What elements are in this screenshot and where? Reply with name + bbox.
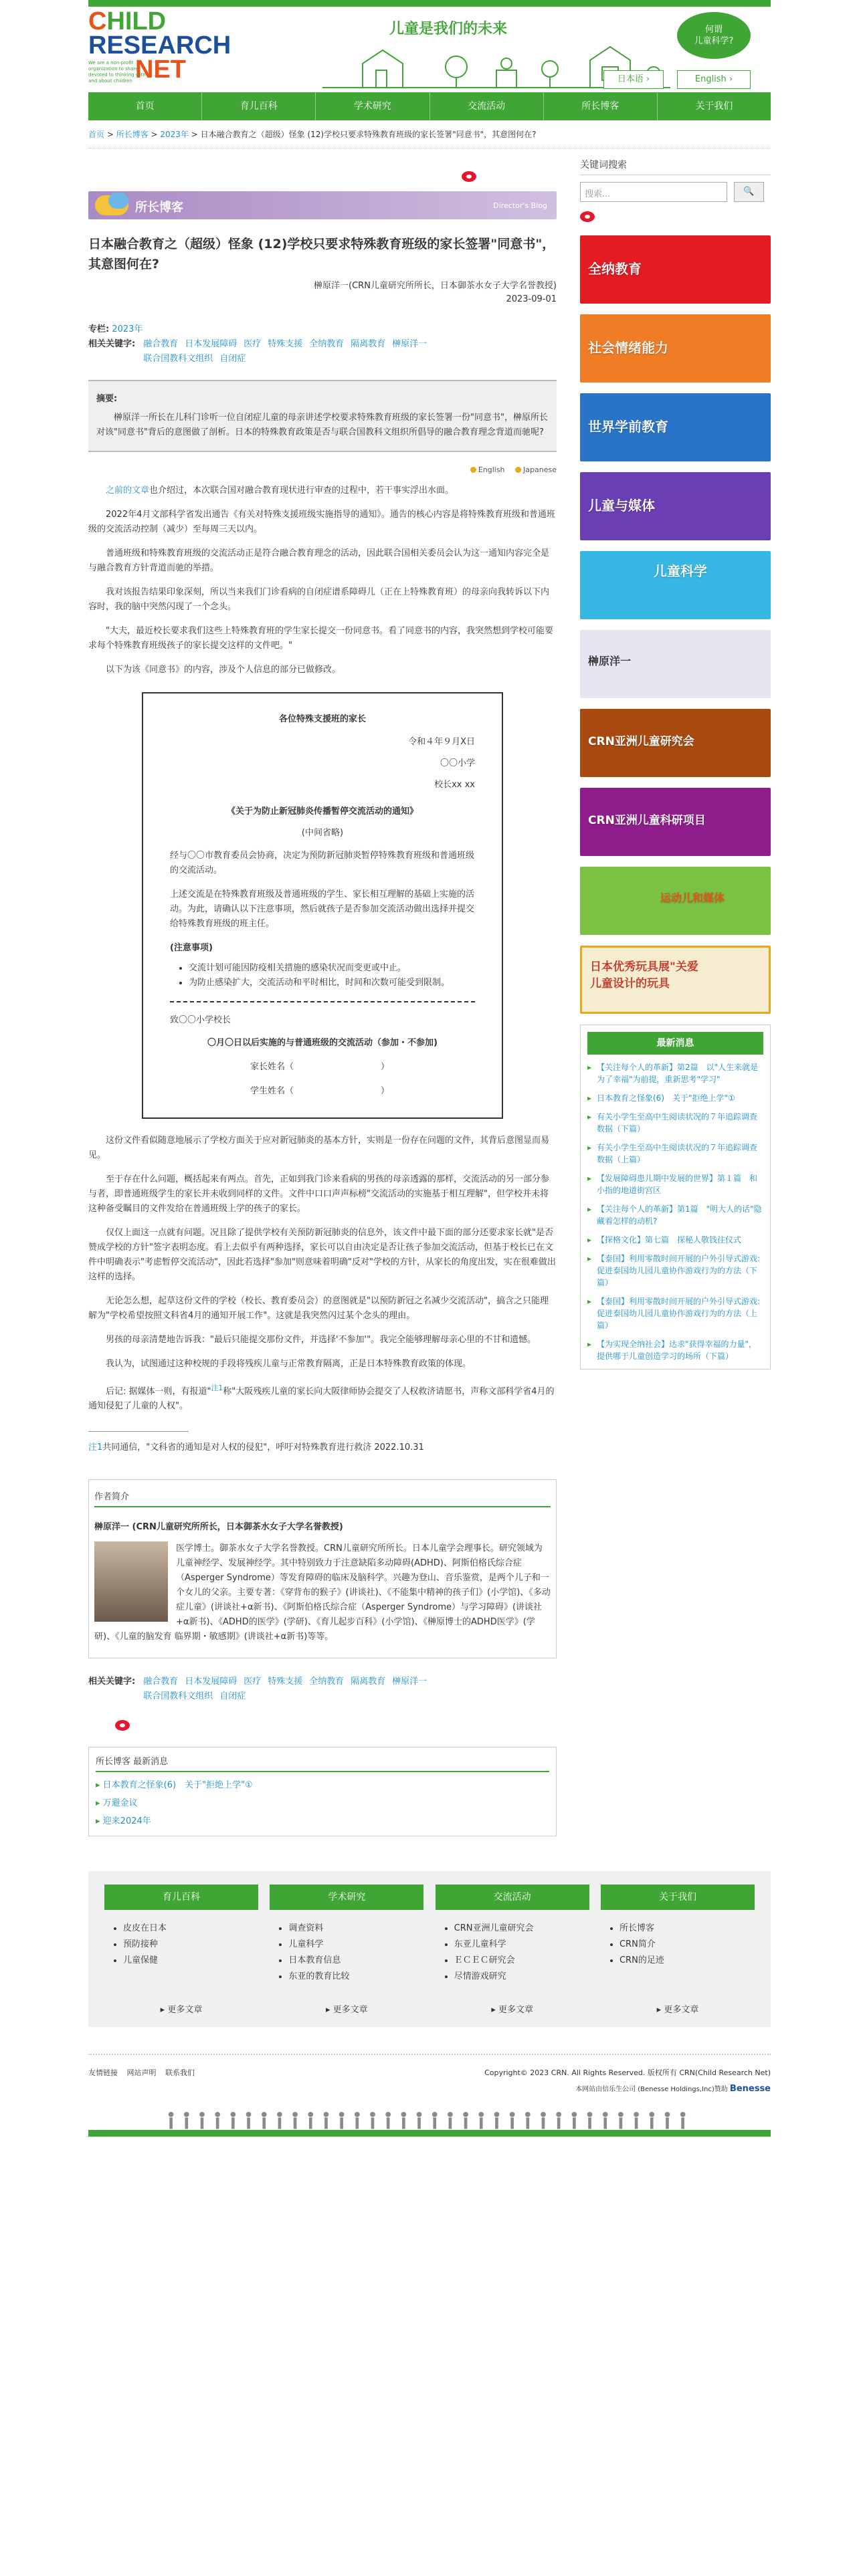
keyword-link[interactable]: 医疗: [244, 339, 262, 349]
keyword-link[interactable]: 联合国教科文组织: [143, 354, 213, 364]
latest-news-item[interactable]: ▸ 【关注每个人的革新】第2篇 以"人生来就是为了幸福"为前提，重新思考"学习": [587, 1061, 763, 1085]
banner-social-emotional[interactable]: 社会情绪能力: [580, 314, 771, 383]
english-dot-icon: [470, 467, 476, 473]
nav-parenting[interactable]: 育儿百科: [202, 92, 316, 120]
footer-col-research: 学术研究 • 调查资料 • 儿童科学 • 日本教育信息 • 东亚的教育比较 ▸ 更多文章: [270, 1885, 423, 2015]
banner-sakakihara[interactable]: 榊原洋一: [580, 630, 771, 698]
header: [88, 7, 771, 90]
weibo-share-icon[interactable]: [462, 171, 476, 182]
previous-article-link[interactable]: 之前的文章: [106, 486, 150, 496]
footnote-ref[interactable]: 注1: [211, 1384, 223, 1392]
weibo-share-icon[interactable]: [115, 1720, 130, 1731]
keyword-search-heading: 关键词搜索: [580, 158, 771, 175]
article-body: 之前的文章也介绍过，本次联合国对融合教育现状进行审查的过程中，若干事实浮出水面。 2022年4月文部科学省发出通告《有关对特殊支援班级实施指导的通知》。通告的核心内容是将特殊教育班级和普通班级的交流活动控制（减少）至每周三天以内。 普通班级和特殊教育班级的交流活动正是符合融合教育理念的活动，因此联合国相关委员会认为这一通知内容完全是与融合教育方针背道而驰的举措。 我对该报告结果印象深刻，所以当来我们门诊看病的自闭症谱系障碍儿（正在上特殊教育班）的母亲向我转诉以下内容时，我的脑中突然闪现了一个念头。 "大夫，最近校长要求我们这些上特殊教育班的学生家长提交一份同意书。看了同意书的内容，我突然想到学校可能要求每个特殊教育班级孩子的家长提交这样的文件吧。" 以下为该《同意书》的内容，涉及个人信息的部分已做修改。 各位特殊支援班的家长 令和４年９月X日 〇〇小学 校长xx xx 《关于为防止新冠肺炎传播暂停交流活动的通知》 (中间省略) 经与〇〇市教育委员会协商，决定为预防新冠肺炎暂停特殊教育班级和普通班级的交流活动。 上述交流是在特殊教育班级及普通班级的学生、家长相互理解的基础上实施的活动。为此，请确认以下注意事项，然后就孩子是否参加交流活动做出选择并提交给特殊教育班级的班主任。 (注意事项) • 交流计划可能因防疫相关措施的感染状况而变更或中止。 • 为防止感染扩大，交流活动和平时相比，时间和次数可能受到限制。 致〇〇小学校长 〇月〇日以后实施的与普通班级的交流活动（参加・不参加) 家长姓名（ ） 学生姓名（ ） 这份文件看似随意地展示了学校方面关于应对新冠肺炎的基本方针，实则是一份存在问题的文件，其背后意图显而易见。 至于存在什么问题，概括起来有两点。首先，正如到我门诊来看病的男孩的母亲透露的那样，交流活动的另一部分参与者，即普通班级学生的家长并未收到同样的文件。文件中口口声声标榜"交流活动的实施基于相互理解"，但学校并未将这种备受瞩目的文件发给在普通班级上学的孩子的家长。 仅仅上面这一点就有问题。况且除了提供学校有关预防新冠肺炎的信息外，该文件中最下面的部分还要求家长就"是否赞成学校的方针"签字表明态度。看上去似乎有两种选择，家长可以自由决定是否让孩子参加交流活动，但基于校长已在文件中明确表示"考虑暂停交流活动"，因此若选择"参加"则意味着明确"反对"学校的方针，从家长的角度出发，实在很难做出这样的选择。 无论怎么想，起草这份文件的学校（校长、教育委员会）的意图就是"以预防新冠之名减少交流活动"，搞含之只能理解为"学校希望按照文科省4月的通知开展工作"。这就是我突然闪过某个念头的理由。 男孩的母亲清楚地告诉我："最后只能提交那份文件，并选择'不参加'"。我完全能够理解母亲心里的不甘和遗憾。 我认为，试图通过这种校规的手段将残疾儿童与正常教育隔离，正是日本特殊教育政策的体现。 后记: 据媒体一则，有报道"$^{注1}$称"大阪残疾儿童的家长向大阪律师协会提交了人权救济请愿书，声称文部科学省4月的通知侵犯了儿童的人权"。: [88, 484, 557, 1414]
keyword-link[interactable]: 日本发展障碍: [185, 1677, 237, 1687]
latest-news-item[interactable]: ▸ 【探格文化】第七篇 探秘人敬钱往仪式: [587, 1234, 763, 1246]
latest-news: 最新消息 ▸ 【关注每个人的革新】第2篇 以"人生来就是为了幸福"为前提，重新思考"学习" ▸ 日本教育之怪象(6) 关于"拒绝上学"① ▸ 有关小学生至高中生阅读状况的７年追踪调查数据（下篇） ▸ 有关小学生至高中生阅读状况的７年追踪调查数据（上篇） ▸ 【发展障碍患儿期中发展的世界】第１篇 和小指的地道街宫区 ▸ 【关注每个人的革新】第1篇 "明大人的话"隐藏着怎样的动机? ▸ 【探格文化】第七篇 探秘人敬钱往仪式 ▸ 【泰国】利用零散时间开展的户外引导式游戏: 促进泰国幼儿园儿童协作游戏行为的方法（下篇） ▸ 【泰国】利用零散时间开展的户外引导式游戏: 促进泰国幼儿园儿童协作游戏行为的方法（上篇） ▸ 【为实现全纳社会】达求"获得幸福的力量"，提供哪于儿童创造学习的场所（下篇）: [580, 1025, 771, 1370]
keyword-link[interactable]: 特殊支援: [268, 1677, 303, 1687]
japanese-button[interactable]: 日本语 ›: [603, 70, 664, 89]
top-bar: [88, 0, 771, 7]
author-profile: 作者简介 榊原洋一 (CRN儿童研究所所长，日本御茶水女子大学名誉教授) 医学博士。御茶水女子大学名誉教授。CRN儿童研究所所长。日本儿童学会理事长。研究领域为儿童神经学、发展神经学。其中特别致力于注意缺陷多动障碍(ADHD)、阿斯伯格氏综合症（Asperger Syndrome）等发育障碍的临床及脑科学。兴趣为登山、音乐鉴赏，是两个儿子和一个女儿的父亲。主要专著：《穿背布的猴子》(讲谈社)、《不能集中精神的孩子们》(小学馆)、《多动症儿童》(讲谈社+α新书)、《阿斯伯格氏综合症（Asperger Syndrome）与学习障碍》(讲谈社+α新书)、《ADHD的医学》(学研)、《育儿起步百科》(小学馆)、《榊原博士的ADHD医学》(学研)、《儿童的脑发育 临界期・敏感期》(讲谈社+α新书)等等。: [88, 1479, 557, 1658]
keyword-link[interactable]: 日本发展障碍: [185, 339, 237, 349]
keyword-link[interactable]: 自闭症: [219, 354, 246, 364]
keyword-link[interactable]: 全纳教育: [309, 339, 345, 349]
footer-sitemap: [88, 1871, 771, 2027]
search-button[interactable]: [734, 182, 764, 202]
keyword-link[interactable]: 全纳教育: [309, 1677, 345, 1687]
article-title: 日本融合教育之（超级）怪象 (12)学校只要求特殊教育班级的家长签署"同意书"，其意图何在?: [88, 237, 555, 272]
article-column: [88, 158, 557, 1836]
logo[interactable]: CHILD RESEARCH NET We are a non-profit organization to share devoted to thinking with and about children: [88, 7, 231, 84]
more-articles-link[interactable]: ▸ 更多文章: [491, 2005, 533, 2016]
copyright: Copyright© 2023 CRN. All Rights Reserved. 版权所有 CRN(Child Research Net): [484, 2068, 771, 2078]
japanese-version-link[interactable]: Japanese: [515, 465, 557, 474]
logo-tagline: We are a non-profit organization to share devoted to thinking with and about children: [88, 60, 146, 84]
banner-child-science[interactable]: 儿童科学: [580, 551, 771, 619]
nav-research[interactable]: 学术研究: [316, 92, 430, 120]
breadcrumb-home[interactable]: 首页: [88, 130, 105, 139]
article-summary: 摘要: 榊原洋一所长在儿科门诊听一位自闭症儿童的母亲讲述学校要求特殊教育班级的家长签署一份"同意书"，榊原所长对该"同意书"背后的意图做了剖析。日本的特殊教育政策是否与联合国教科文组织所倡导的融合教育理念背道而驰呢?: [88, 380, 557, 452]
recent-blog-posts: 所长博客 最新消息 ▸ 日本教育之怪象(6) 关于"拒绝上学"① ▸ 万避金议 ▸ 迎来2024年: [88, 1747, 557, 1836]
what-is-child-science-bubble[interactable]: 何谓 儿童科学?: [677, 12, 751, 59]
article-keywords-bottom: 相关关键字: 融合教育 日本发展障碍 医疗 特殊支援 全纳教育 隔离教育 榊原洋一 联合国教科文组织 自闭症: [88, 1677, 427, 1702]
recent-post-link[interactable]: 日本教育之怪象(6) 关于"拒绝上学"①: [102, 1780, 253, 1791]
more-articles-link[interactable]: ▸ 更多文章: [160, 2005, 203, 2016]
recent-post-link[interactable]: 万避金议: [102, 1798, 138, 1809]
footer-link-statement[interactable]: 网站声明: [126, 2068, 157, 2078]
footer-col-parenting: 育儿百科 • 皮皮在日本 • 预防接种 • 儿童保健 ▸ 更多文章: [104, 1885, 258, 2015]
more-articles-link[interactable]: ▸ 更多文章: [656, 2005, 699, 2016]
banner-asia-child-research[interactable]: CRN亚洲儿童研究会: [580, 709, 771, 777]
more-articles-link[interactable]: ▸ 更多文章: [325, 2005, 368, 2016]
search-box: [580, 182, 771, 202]
recent-post-link[interactable]: 迎来2024年: [102, 1816, 151, 1827]
search-input[interactable]: 搜索...: [580, 182, 727, 202]
footer-link-contact[interactable]: 联系我们: [165, 2068, 195, 2078]
blog-banner-subtitle: Director's Blog: [493, 201, 547, 210]
breadcrumb-blog[interactable]: 所长博客: [116, 130, 149, 139]
weibo-icon[interactable]: [580, 211, 595, 222]
footnote: 注1共同通信，"文科省的通知是对人权的侵犯"，呼吁对特殊教育进行救济 2022.10.31: [88, 1442, 424, 1453]
latest-news-item[interactable]: ▸ 【关注每个人的革新】第1篇 "明大人的话"隐藏着怎样的动机?: [587, 1203, 763, 1227]
banner-inclusive-education[interactable]: 全纳教育: [580, 235, 771, 304]
keyword-link[interactable]: 隔离教育: [351, 1677, 386, 1687]
latest-news-item[interactable]: ▸ 【为实现全纳社会】达求"获得幸福的力量"，提供哪于儿童创造学习的场所（下篇）: [587, 1338, 763, 1362]
blog-banner-title: 所长博客: [135, 201, 183, 215]
benesse-logo[interactable]: Benesse: [729, 2084, 771, 2095]
keyword-link[interactable]: 榊原洋一: [392, 1677, 427, 1687]
latest-news-item[interactable]: ▸ 【发展障碍患儿期中发展的世界】第１篇 和小指的地道街宫区: [587, 1172, 763, 1196]
footer-link-friends[interactable]: 友情链接: [88, 2068, 118, 2078]
banner-asia-research-project[interactable]: CRN亚洲儿童科研项目: [580, 788, 771, 856]
nav-director-blog[interactable]: 所长博客: [544, 92, 658, 120]
blog-banner: [88, 191, 557, 219]
latest-news-item[interactable]: ▸ 日本教育之怪象(6) 关于"拒绝上学"①: [587, 1092, 763, 1104]
keyword-list: [143, 337, 434, 366]
main-nav: [88, 90, 771, 120]
keyword-link[interactable]: 特殊支援: [268, 339, 303, 349]
column-link[interactable]: 2023年: [112, 324, 143, 334]
japanese-dot-icon: [515, 467, 521, 473]
keyword-link[interactable]: 联合国教科文组织: [143, 1691, 213, 1702]
nav-about[interactable]: 关于我们: [695, 101, 733, 112]
nav-exchange[interactable]: 交流活动: [430, 92, 544, 120]
consent-form-document: 各位特殊支援班的家长 令和４年９月X日 〇〇小学 校长xx xx 《关于为防止新冠肺炎传播暂停交流活动的通知》 (中间省略) 经与〇〇市教育委员会协商，决定为预防新冠肺炎暂停特殊教育班级和普通班级的交流活动。 上述交流是在特殊教育班级及普通班级的学生、家长相互理解的基础上实施的活动。为此，请确认以下注意事项，然后就孩子是否参加交流活动做出选择并提交给特殊教育班级的班主任。 (注意事项) • 交流计划可能因防疫相关措施的感染状况而变更或中止。 • 为防止感染扩大，交流活动和平时相比，时间和次数可能受到限制。 致〇〇小学校长 〇月〇日以后实施的与普通班级的交流活动（参加・不参加) 家长姓名（ ） 学生姓名（ ）: [142, 692, 503, 1119]
footer-col-exchange: 交流活动 • CRN亚洲儿童研究会 • 东亚儿童科学 • ＥＣＥＣ研究会 • 尽情游戏研究 ▸ 更多文章: [436, 1885, 589, 2015]
slogan: 儿童是我们的未来: [389, 21, 508, 37]
keyword-link[interactable]: 医疗: [244, 1677, 262, 1687]
footer-people-decoration: [88, 2107, 771, 2137]
article-meta: 专栏: 2023年 相关关键字: 融合教育 日本发展障碍 医疗 特殊支援 全纳教育 隔离教育 榊原洋一 联合国教科文组织 自闭症: [88, 322, 557, 366]
latest-news-item[interactable]: ▸ 有关小学生至高中生阅读状况的７年追踪调查数据（下篇）: [587, 1111, 763, 1135]
english-button[interactable]: English ›: [677, 70, 751, 89]
breadcrumb-current: 日本融合教育之（超级）怪象 (12)学校只要求特殊教育班级的家长签署"同意书"，其意图何在?: [200, 130, 537, 139]
latest-news-item[interactable]: ▸ 【泰国】利用零散时间开展的户外引导式游戏: 促进泰国幼儿园儿童协作游戏行为的方法（上篇）: [587, 1295, 763, 1331]
nav-home[interactable]: 首页: [88, 92, 202, 120]
footer-bottom: [88, 2054, 771, 2094]
keyword-link[interactable]: 榊原洋一: [392, 339, 427, 349]
search-icon: 🔍: [743, 187, 755, 197]
keyword-link[interactable]: 隔离教育: [351, 339, 386, 349]
banner-children-media[interactable]: 儿童与媒体: [580, 472, 771, 540]
banner-sports-media[interactable]: 运动儿和媒体: [580, 867, 771, 935]
breadcrumb-year[interactable]: 2023年: [160, 130, 189, 139]
keyword-link[interactable]: 融合教育: [143, 339, 179, 349]
latest-news-item[interactable]: ▸ 有关小学生至高中生阅读状况的７年追踪调查数据（上篇）: [587, 1142, 763, 1166]
banner-world-preschool[interactable]: 世界学前教育: [580, 393, 771, 461]
banner-good-toys[interactable]: 日本优秀玩具展"关爱儿童设计的玩具: [580, 946, 771, 1014]
author-photo: [94, 1541, 168, 1622]
article-date: 2023-09-01: [506, 294, 557, 304]
english-version-link[interactable]: English: [470, 465, 505, 474]
latest-news-item[interactable]: ▸ 【泰国】利用零散时间开展的户外引导式游戏: 促进泰国幼儿园儿童协作游戏行为的方法（下篇）: [587, 1253, 763, 1289]
breadcrumb: 首页 > 所长博客 > 2023年 > 日本融合教育之（超级）怪象 (12)学校只要求特殊教育班级的家长签署"同意书"，其意图何在?: [88, 120, 771, 148]
keyword-link[interactable]: 自闭症: [219, 1691, 246, 1702]
sponsor-text: 本网站由倍乐生公司 (Benesse Holdings,Inc)赞助: [575, 2086, 728, 2094]
sidebar: [580, 158, 771, 1836]
footer-col-about: 关于我们 • 所长博客 • CRN简介 • CRN的足迹 ▸ 更多文章: [601, 1885, 755, 2015]
keyword-link[interactable]: 融合教育: [143, 1677, 179, 1687]
article-author: 榊原洋一(CRN儿童研究所所长，日本御茶水女子大学名誉教授) 2023-09-01: [88, 280, 557, 306]
language-switch: [88, 465, 557, 474]
